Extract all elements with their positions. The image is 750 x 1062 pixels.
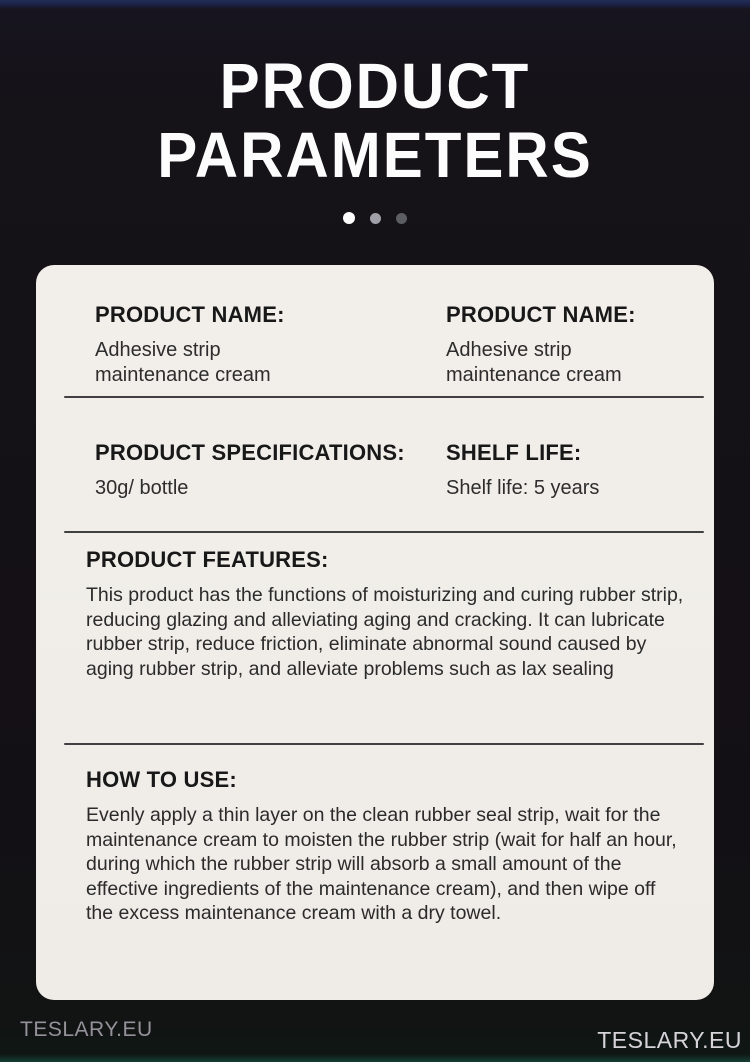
shelf-life-cell [446, 439, 714, 501]
product-specifications-cell [95, 439, 446, 501]
field-label: PRODUCT NAME: [95, 302, 285, 327]
page-title-line1: PRODUCT [219, 50, 531, 123]
product-features-section [86, 546, 684, 681]
section-text: Evenly apply a thin layer on the clean rubber seal strip, wait for the maintenance cream to moisten the rubber strip (wait for half an hour, during which the rubber strip will absorb a small amount of the effective ingredients of the maintenance cream), and then wipe off the excess maintenance cream with a dry towel. [86, 804, 677, 924]
section-label: PRODUCT FEATURES: [86, 547, 329, 572]
top-edge-glow [0, 0, 750, 9]
product-name-cell-left [95, 301, 446, 388]
field-value: 30g/ bottle [95, 477, 189, 499]
carousel-dots [0, 212, 750, 224]
how-to-use-section [86, 766, 684, 926]
page-title [0, 52, 750, 190]
product-name-cell-right [446, 301, 714, 388]
carousel-dot[interactable] [370, 213, 381, 224]
field-label: SHELF LIFE: [446, 440, 582, 465]
divider [64, 531, 704, 533]
watermark-right: TESLARY.EU [597, 1027, 742, 1053]
field-value: Adhesive strip maintenance cream [446, 339, 622, 386]
field-label: PRODUCT SPECIFICATIONS: [95, 440, 405, 465]
carousel-dot-active[interactable] [343, 212, 355, 224]
page-title-line2: PARAMETERS [157, 119, 593, 192]
divider [64, 743, 704, 745]
carousel-dot[interactable] [396, 213, 407, 224]
field-value: Shelf life: 5 years [446, 477, 600, 499]
divider [64, 396, 704, 398]
parameters-card [36, 265, 714, 1000]
specifications-row [36, 439, 714, 501]
field-value: Adhesive strip maintenance cream [95, 339, 271, 386]
watermark-left: TESLARY.EU [20, 1018, 153, 1041]
section-label: HOW TO USE: [86, 767, 237, 792]
product-name-row [36, 301, 714, 388]
field-label: PRODUCT NAME: [446, 302, 636, 327]
section-text: This product has the functions of moisturizing and curing rubber strip, reducing glazing and alleviating aging and cracking. It can lubricate rubber strip, reduce friction, eliminate abnormal sound caused by aging rubber strip, and alleviate problems such as lax sealing [86, 584, 684, 680]
bottom-edge-glow [0, 1054, 750, 1062]
